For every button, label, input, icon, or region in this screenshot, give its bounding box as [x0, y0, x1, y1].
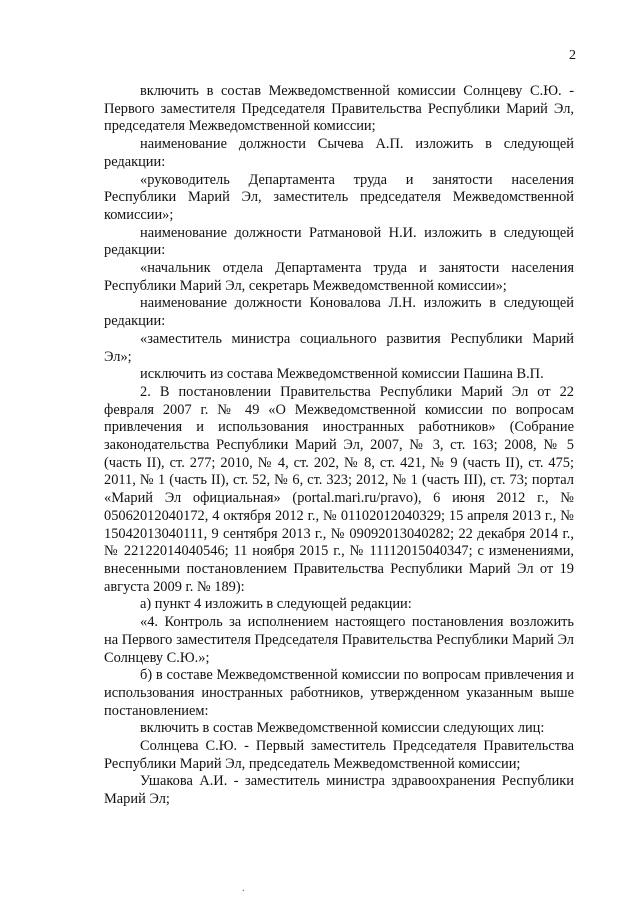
page-number: 2: [569, 48, 576, 63]
paragraph: Солнцева С.Ю. - Первый заместитель Председателя Правительства Республики Марий Эл, председатель Межведомственной комиссии;: [104, 738, 574, 772]
document-body: [104, 83, 574, 809]
paragraph: включить в состав Межведомственной комиссии следующих лиц:: [140, 720, 545, 737]
footer-mark: .: [242, 883, 245, 894]
paragraph: а) пункт 4 изложить в следующей редакции:: [140, 596, 412, 613]
paragraph: 2. В постановлении Правительства Республики Марий Эл от 22 февраля 2007 г. № 49 «О Межведомственной комиссии по вопросам привлечения и использования иностранных работников» (Собрание законодательства Республики Марий Эл, 2007, № 3, ст. 163; 2008, № 5 (часть II), ст. 277; 2010, № 4, ст. 202, № 8, ст. 421, № 9 (часть II), ст. 475; 2011, № 1 (часть II), ст. 52, № 6, ст. 323; 2012, № 1 (часть III), ст. 73; портал «Марий Эл официальная» (portal.mari.ru/pravo), 6 июня 2012 г., № 05062012040172, 4 октября 2012 г., № 01102012040329; 15 апреля 2013 г., № 15042013040111, 9 сентября 2013 г., № 09092013040282; 22 декабря 2014 г., № 22122014040546; 11 ноября 2015 г., № 11112015040347; с изменениями, внесенными постановлением Правительства Республики Марий Эл от 19 августа 2009 г. № 189):: [104, 383, 574, 595]
paragraph: наименование должности Коновалова Л.Н. изложить в следующей редакции:: [104, 295, 574, 330]
paragraph: «4. Контроль за исполнением настоящего постановления возложить на Первого заместителя Председателя Правительства Республики Марий Эл Солнцеву С.Ю.»;: [104, 614, 574, 666]
paragraph: исключить из состава Межведомственной комиссии Пашина В.П.: [140, 366, 544, 383]
paragraph: б) в составе Межведомственной комиссии по вопросам привлечения и использования иностранных работников, утвержденном указанным выше постановлением:: [104, 667, 574, 719]
paragraph: «заместитель министра социального развития Республики Марий Эл»;: [104, 330, 574, 365]
paragraph: включить в состав Межведомственной комиссии Солнцеву С.Ю. - Первого заместителя Председателя Правительства Республики Марий Эл, председателя Межведомственной комиссии;: [104, 83, 574, 135]
paragraph: наименование должности Ратмановой Н.И. изложить в следующей редакции:: [104, 224, 574, 259]
paragraph: Ушакова А.И. - заместитель министра здравоохранения Республики Марий Эл;: [104, 773, 574, 808]
paragraph: наименование должности Сычева А.П. изложить в следующей редакции:: [104, 136, 574, 170]
paragraph: «начальник отдела Департамента труда и занятости населения Республики Марий Эл, секретарь Межведомственной комиссии»;: [104, 260, 574, 294]
paragraph: «руководитель Департамента труда и занятости населения Республики Марий Эл, заместитель председателя Межведомственной комиссии»;: [104, 171, 574, 223]
